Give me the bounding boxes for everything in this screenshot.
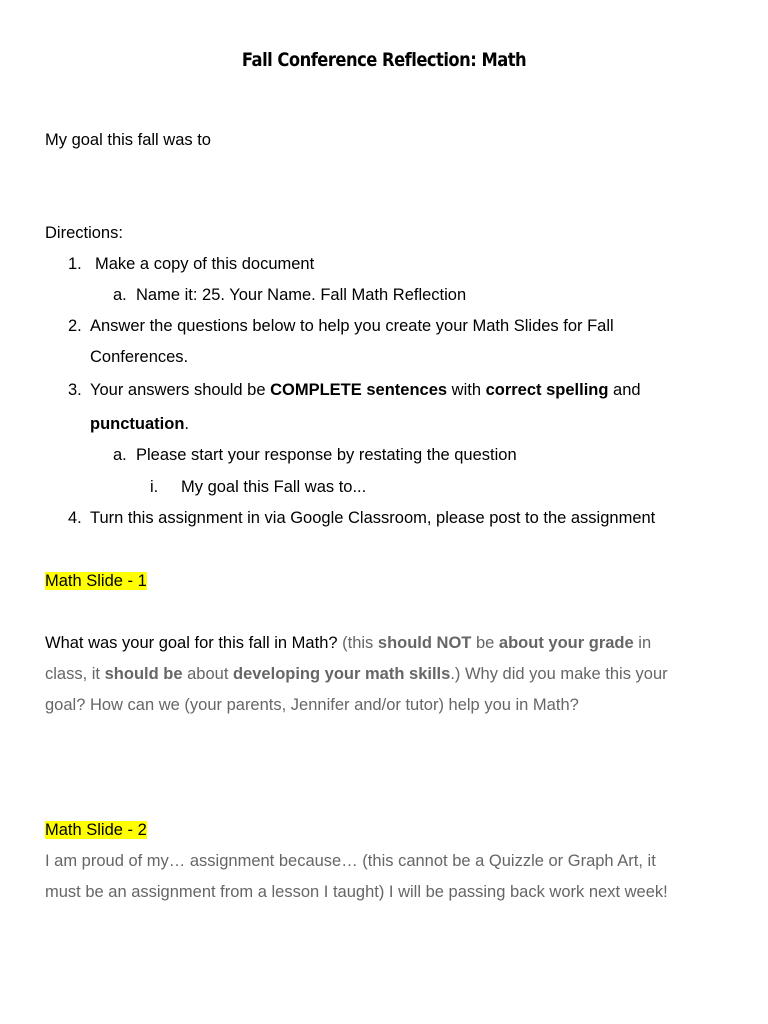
hint-text: class, it [45, 665, 105, 683]
goal-line: My goal this fall was to [45, 131, 211, 149]
list-number: 3. [68, 381, 82, 399]
list-letter: a. [113, 446, 127, 464]
hint-text: about [182, 665, 233, 683]
slide-1-question [45, 632, 651, 654]
list-item: Name it: 25. Your Name. Fall Math Reflection [136, 286, 467, 304]
hint-text: be [471, 634, 499, 652]
slide-2-label [45, 819, 147, 841]
slide-1-label [45, 570, 147, 592]
list-item: Make a copy of this document [95, 255, 315, 273]
slide-1-hint-line [45, 663, 668, 685]
list-number: 4. [68, 509, 82, 527]
list-item-continuation: Conferences. [90, 348, 189, 366]
highlighted-label: Math Slide - 1 [45, 572, 147, 590]
hint-text: .) Why did you make this your [450, 665, 668, 683]
list-number: 2. [68, 317, 82, 335]
bold-run: punctuation [90, 415, 185, 433]
list-item: Turn this assignment in via Google Classroom, please post to the assignment [90, 509, 656, 527]
list-item: Please start your response by restating the question [136, 446, 517, 464]
slide-2-text: I am proud of my… assignment because… (this cannot be a Quizzle or Graph Art, it [45, 852, 656, 870]
slide-2-text: must be an assignment from a lesson I taught) I will be passing back work next week! [45, 883, 668, 901]
question-text: What was your goal for this fall in Math? [45, 634, 338, 652]
hint-bold: should NOT [377, 634, 472, 652]
text-run: . [184, 415, 189, 433]
hint-text: in [633, 634, 652, 652]
hint-text: (this [337, 634, 378, 652]
document-title: Fall Conference Reflection: Math [241, 49, 527, 71]
list-letter: a. [113, 286, 127, 304]
list-roman: i. [150, 478, 159, 496]
text-run: with [447, 381, 486, 399]
hint-bold: should be [104, 665, 183, 683]
hint-bold: about your grade [498, 634, 634, 652]
list-item [90, 379, 641, 401]
directions-heading: Directions: [45, 224, 123, 242]
list-item-continuation [90, 413, 189, 435]
bold-run: correct spelling [485, 381, 609, 399]
bold-run: COMPLETE sentences [270, 381, 448, 399]
list-number: 1. [68, 255, 82, 273]
list-item: Answer the questions below to help you create your Math Slides for Fall [90, 317, 614, 335]
text-run: and [608, 381, 641, 399]
highlighted-label: Math Slide - 2 [45, 821, 147, 839]
hint-bold: developing your math skills [233, 665, 451, 683]
text-run: Your answers should be [90, 381, 271, 399]
list-item: My goal this Fall was to... [181, 478, 367, 496]
slide-1-hint-line: goal? How can we (your parents, Jennifer and/or tutor) help you in Math? [45, 696, 579, 714]
